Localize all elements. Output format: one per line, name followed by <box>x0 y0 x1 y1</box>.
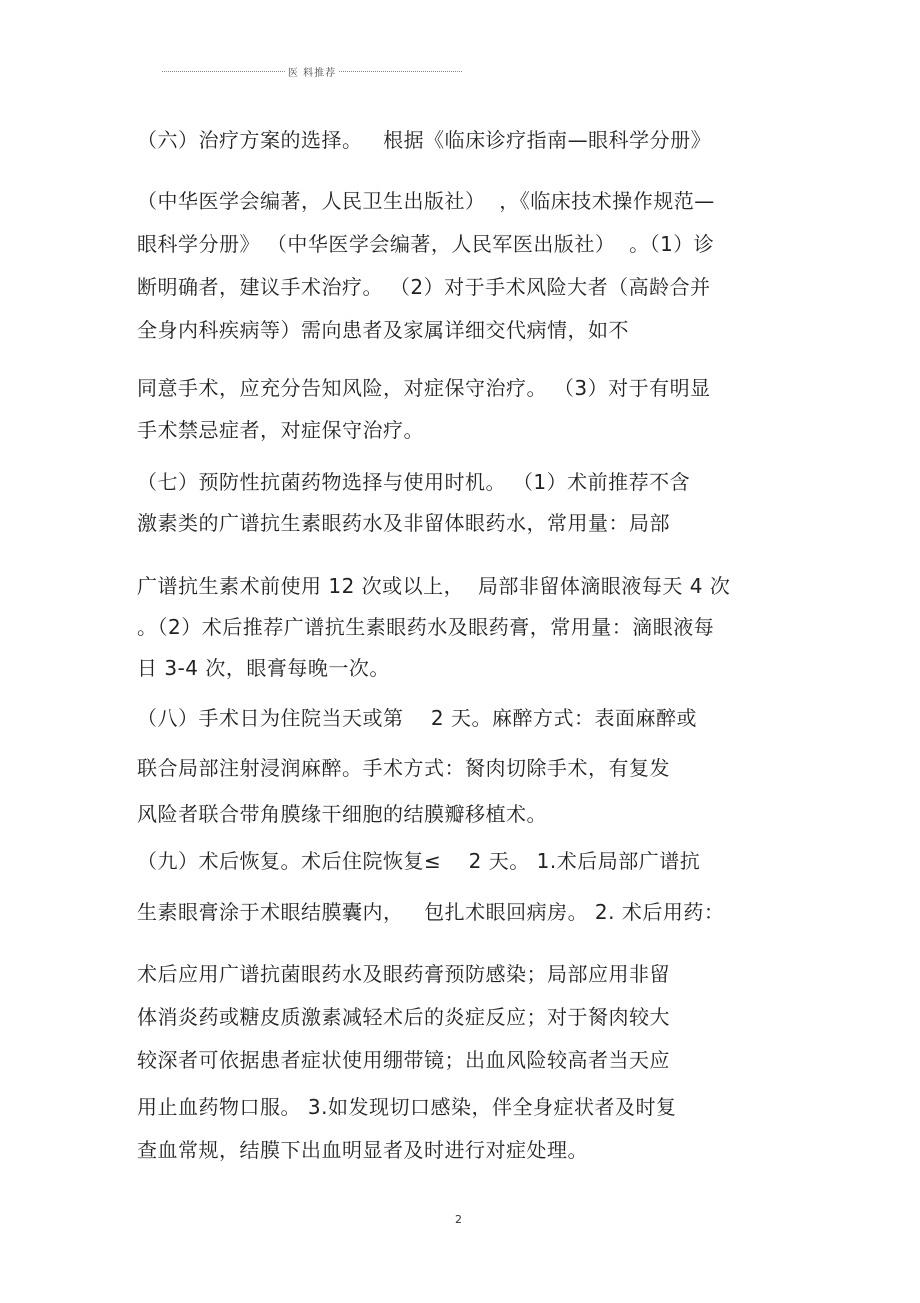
text-line: 断明确者，建议手术治疗。 （2）对于手术风险大者（高龄合并 <box>137 275 711 299</box>
text-line: 日 3-4 次，眼膏每晚一次。 <box>137 656 390 680</box>
text-line: 用止血药物口服。 3.如发现切口感染，伴全身症状者及时复 <box>137 1095 677 1119</box>
text-line: 较深者可依据患者症状使用绷带镜；出血风险较高者当天应 <box>137 1048 670 1072</box>
page-header <box>162 64 462 78</box>
text-line: 查血常规，结膜下出血明显者及时进行对症处理。 <box>137 1138 588 1162</box>
text-line: （中华医学会编著，人民卫生出版社） ，《临床技术操作规范— <box>137 189 715 213</box>
header-text: 医 料推荐 <box>287 67 337 79</box>
text-line: 风险者联合带角膜缘干细胞的结膜瓣移植术。 <box>137 802 547 826</box>
text-line: 手术禁忌症者，对症保守治疗。 <box>137 418 424 442</box>
text-line: 体消炎药或糖皮质激素减轻术后的炎症反应；对于胬肉较大 <box>137 1005 670 1029</box>
text-line: （九）术后恢复。术后住院恢复≤ 2 天。 1.术后局部广谱抗 <box>137 849 701 873</box>
text-line: 全身内科疾病等）需向患者及家属详细交代病情，如不 <box>137 318 629 342</box>
text-line: 眼科学分册》 （中华医学会编著，人民军医出版社） 。（1）诊 <box>137 232 715 256</box>
text-line: （八）手术日为住院当天或第 2 天。麻醉方式：表面麻醉或 <box>137 706 698 730</box>
text-line: 联合局部注射浸润麻醉。手术方式：胬肉切除手术，有复发 <box>137 756 670 780</box>
text-line: （六）治疗方案的选择。 根据《临床诊疗指南—眼科学分册》 <box>137 128 712 152</box>
text-line: 生素眼膏涂于术眼结膜囊内， 包扎术眼回病房。 2. 术后用药： <box>137 900 725 924</box>
header-rule-left <box>162 71 285 72</box>
text-line: 。（2）术后推荐广谱抗生素眼药水及眼药膏，常用量：滴眼液每 <box>137 615 715 639</box>
text-line: 激素类的广谱抗生素眼药水及非留体眼药水，常用量：局部 <box>137 511 670 535</box>
text-line: （七）预防性抗菌药物选择与使用时机。 （1）术前推荐不含 <box>137 470 691 494</box>
text-line: 同意手术，应充分告知风险，对症保守治疗。 （3）对于有明显 <box>137 376 711 400</box>
text-line: 术后应用广谱抗菌眼药水及眼药膏预防感染；局部应用非留 <box>137 962 670 986</box>
header-rule-right <box>339 71 462 72</box>
page-number: 2 <box>455 1213 462 1226</box>
text-line: 广谱抗生素术前使用 12 次或以上， 局部非留体滴眼液每天 4 次 <box>137 574 731 598</box>
